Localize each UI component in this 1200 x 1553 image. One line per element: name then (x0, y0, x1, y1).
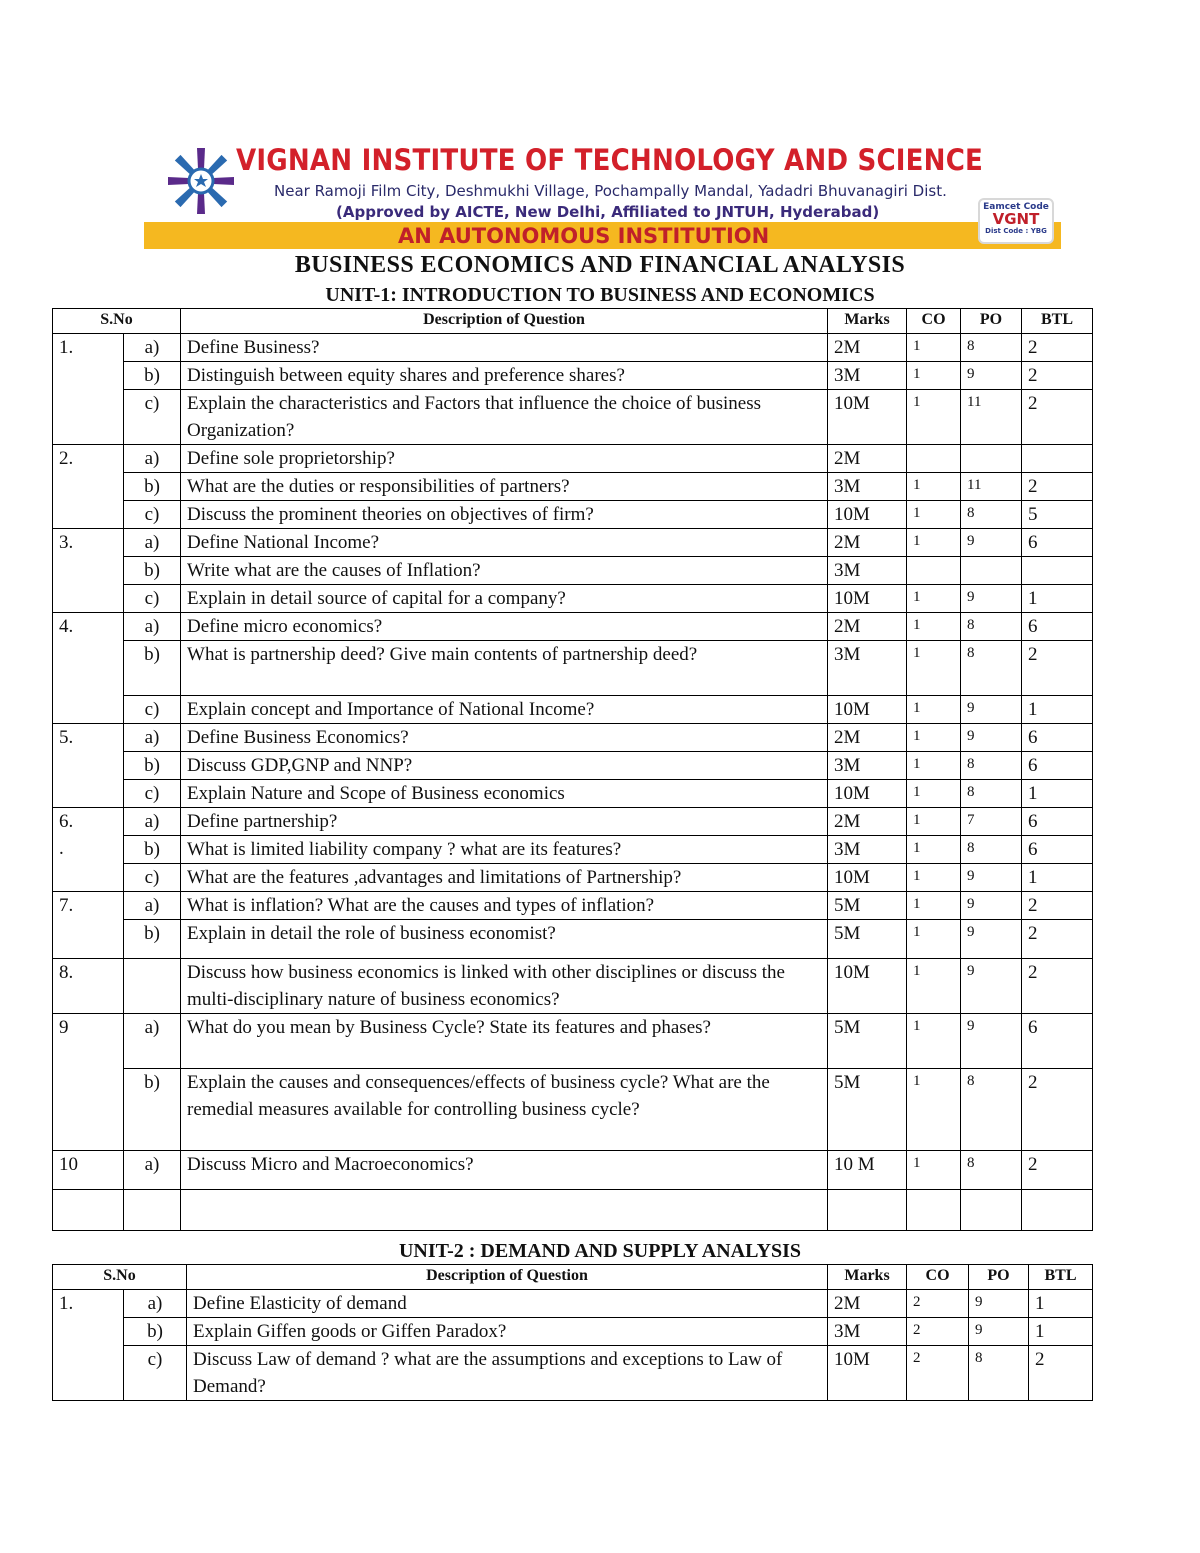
co-cell: 1 (907, 529, 961, 557)
question-text: Explain the causes and consequences/effects of business cycle? What are the remedial measures available for controlling business cycle? (181, 1069, 828, 1151)
unit2-title: UNIT-2 : DEMAND AND SUPPLY ANALYSIS (398, 1240, 802, 1262)
question-row (53, 585, 1093, 613)
sub-label: b) (124, 473, 181, 501)
institution-address: Near Ramoji Film City, Deshmukhi Village, Pochampally Mandal, Yadadri Bhuvanagiri Dist. (274, 182, 947, 200)
btl-cell: 2 (1022, 390, 1093, 445)
question-number-text: 9 (59, 1017, 69, 1038)
marks-cell: 3M (828, 836, 907, 864)
sub-label: a) (124, 724, 181, 752)
question-text: Discuss the prominent theories on objectives of firm? (181, 501, 828, 529)
sub-label: a) (124, 445, 181, 473)
btl-cell: 1 (1029, 1318, 1093, 1346)
question-row (53, 1346, 1093, 1401)
marks-cell: 10M (828, 390, 907, 445)
question-row (53, 613, 1093, 641)
marks-cell: 2M (828, 613, 907, 641)
question-row (53, 959, 1093, 1014)
btl-cell: 6 (1022, 808, 1093, 836)
question-number (53, 808, 124, 892)
btl-cell: 2 (1022, 959, 1093, 1014)
sub-label: c) (124, 585, 181, 613)
btl-cell: 6 (1022, 836, 1093, 864)
question-row (53, 836, 1093, 864)
header-co: CO (907, 1265, 969, 1290)
po-cell: 9 (961, 920, 1022, 959)
sub-label: a) (124, 892, 181, 920)
institution-approval: (Approved by AICTE, New Delhi, Affiliated to JNTUH, Hyderabad) (336, 203, 880, 221)
co-cell: 2 (907, 1346, 969, 1401)
co-cell: 1 (907, 362, 961, 390)
sub-label: c) (124, 1346, 187, 1401)
question-row (53, 641, 1093, 696)
question-number (53, 613, 124, 724)
sub-label: b) (124, 920, 181, 959)
marks-cell: 2M (828, 724, 907, 752)
question-number-text: 8. (59, 962, 74, 983)
sub-label: a) (124, 613, 181, 641)
question-text: Define sole proprietorship? (181, 445, 828, 473)
marks-cell: 2M (828, 334, 907, 362)
table-header-row (53, 309, 1093, 334)
question-text: Explain Giffen goods or Giffen Paradox? (187, 1318, 828, 1346)
po-cell: 9 (969, 1318, 1029, 1346)
co-cell: 1 (907, 920, 961, 959)
sub-label: a) (124, 1014, 181, 1069)
question-row (53, 808, 1093, 836)
header-btl: BTL (1022, 309, 1093, 334)
co-cell: 1 (907, 473, 961, 501)
question-number-text: 2. (59, 448, 74, 469)
question-text: What are the duties or responsibilities of partners? (181, 473, 828, 501)
question-text: Explain Nature and Scope of Business economics (181, 780, 828, 808)
question-text: What is limited liability company ? what are its features? (181, 836, 828, 864)
po-cell: 9 (961, 1014, 1022, 1069)
dist-code: Dist Code : YBG (985, 227, 1047, 235)
marks-cell: 3M (828, 557, 907, 585)
blank-cell (961, 1190, 1022, 1231)
marks-cell: 5M (828, 892, 907, 920)
co-cell: 1 (907, 696, 961, 724)
po-cell: 9 (961, 362, 1022, 390)
po-cell (961, 445, 1022, 473)
marks-cell: 5M (828, 920, 907, 959)
question-row (53, 696, 1093, 724)
question-row (53, 557, 1093, 585)
question-text: Define Business? (181, 334, 828, 362)
btl-cell: 6 (1022, 613, 1093, 641)
po-cell: 9 (969, 1290, 1029, 1318)
question-row (53, 362, 1093, 390)
marks-cell: 2M (828, 529, 907, 557)
blank-cell (53, 1190, 124, 1231)
document-title: BUSINESS ECONOMICS AND FINANCIAL ANALYSIS (294, 252, 906, 278)
question-text: Define partnership? (181, 808, 828, 836)
btl-cell: 1 (1022, 780, 1093, 808)
btl-cell: 2 (1022, 362, 1093, 390)
header-description: Description of Question (181, 309, 828, 334)
question-row (53, 920, 1093, 959)
question-row (53, 724, 1093, 752)
question-number-text: 10 (59, 1154, 78, 1175)
question-text: Explain the characteristics and Factors that influence the choice of business Organization? (181, 390, 828, 445)
eamcet-code: VGNT (992, 210, 1040, 228)
unit1-question-table (52, 308, 1093, 1231)
sub-label: c) (124, 864, 181, 892)
question-number (53, 1014, 124, 1151)
co-cell: 1 (907, 641, 961, 696)
btl-cell: 1 (1022, 585, 1093, 613)
sub-label: a) (124, 529, 181, 557)
sub-label: c) (124, 390, 181, 445)
po-cell: 8 (961, 641, 1022, 696)
co-cell: 2 (907, 1290, 969, 1318)
sub-label: b) (124, 557, 181, 585)
header-co: CO (907, 309, 961, 334)
btl-cell (1022, 557, 1093, 585)
btl-cell: 1 (1022, 696, 1093, 724)
marks-cell: 3M (828, 641, 907, 696)
question-row (53, 752, 1093, 780)
header-marks: Marks (828, 309, 907, 334)
btl-cell: 2 (1022, 920, 1093, 959)
letterhead (140, 140, 1065, 252)
po-cell: 8 (961, 334, 1022, 362)
question-number-text: 1. (59, 1293, 74, 1314)
co-cell: 1 (907, 724, 961, 752)
btl-cell (1022, 445, 1093, 473)
po-cell: 7 (961, 808, 1022, 836)
marks-cell: 3M (828, 362, 907, 390)
question-row (53, 1318, 1093, 1346)
po-cell: 8 (961, 1069, 1022, 1151)
question-text: Discuss Micro and Macroeconomics? (181, 1151, 828, 1190)
po-cell: 9 (961, 959, 1022, 1014)
question-text: What do you mean by Business Cycle? State its features and phases? (181, 1014, 828, 1069)
sub-label (124, 959, 181, 1014)
co-cell: 1 (907, 334, 961, 362)
sub-label: b) (124, 752, 181, 780)
question-row (53, 390, 1093, 445)
btl-cell: 2 (1022, 1069, 1093, 1151)
po-cell: 9 (961, 696, 1022, 724)
sub-label: b) (124, 362, 181, 390)
question-number (53, 959, 124, 1014)
eamcet-label: Eamcet Code (983, 202, 1049, 212)
co-cell: 1 (907, 752, 961, 780)
question-number (53, 892, 124, 959)
co-cell: 1 (907, 1014, 961, 1069)
marks-cell: 5M (828, 1014, 907, 1069)
co-cell: 1 (907, 501, 961, 529)
question-number-text: 6. (59, 811, 74, 832)
co-cell (907, 557, 961, 585)
marks-cell: 3M (828, 473, 907, 501)
question-row (53, 780, 1093, 808)
po-cell: 9 (961, 585, 1022, 613)
marks-cell: 2M (828, 808, 907, 836)
question-number (53, 1290, 124, 1401)
marks-cell: 2M (828, 1290, 907, 1318)
question-text: Explain in detail source of capital for a company? (181, 585, 828, 613)
question-number-text: 5. (59, 727, 74, 748)
question-text: Define Elasticity of demand (187, 1290, 828, 1318)
btl-cell: 2 (1029, 1346, 1093, 1401)
marks-cell: 10M (828, 585, 907, 613)
marks-cell: 10M (828, 780, 907, 808)
marks-cell: 10M (828, 501, 907, 529)
btl-cell: 2 (1022, 334, 1093, 362)
question-row (53, 529, 1093, 557)
question-row (53, 864, 1093, 892)
co-cell: 1 (907, 585, 961, 613)
btl-cell: 6 (1022, 529, 1093, 557)
po-cell: 9 (961, 892, 1022, 920)
unit2-question-table (52, 1264, 1093, 1401)
question-number (53, 445, 124, 529)
po-cell: 8 (961, 613, 1022, 641)
sub-label: a) (124, 334, 181, 362)
marks-cell: 10 M (828, 1151, 907, 1190)
question-number-text: 1. (59, 337, 74, 358)
blank-cell (828, 1190, 907, 1231)
sub-label: c) (124, 501, 181, 529)
table-header-row (53, 1265, 1093, 1290)
question-number-mark: . (59, 838, 64, 859)
question-row (53, 1014, 1093, 1069)
co-cell: 1 (907, 892, 961, 920)
po-cell: 11 (961, 390, 1022, 445)
co-cell: 1 (907, 808, 961, 836)
marks-cell: 3M (828, 752, 907, 780)
header-btl: BTL (1029, 1265, 1093, 1290)
question-text: Discuss Law of demand ? what are the assumptions and exceptions to Law of Demand? (187, 1346, 828, 1401)
co-cell: 1 (907, 864, 961, 892)
header-po: PO (961, 309, 1022, 334)
po-cell (961, 557, 1022, 585)
sub-label: c) (124, 780, 181, 808)
po-cell: 9 (961, 529, 1022, 557)
po-cell: 8 (961, 501, 1022, 529)
sub-label: b) (124, 641, 181, 696)
btl-cell: 1 (1029, 1290, 1093, 1318)
co-cell (907, 445, 961, 473)
header-sno: S.No (53, 309, 181, 334)
po-cell: 11 (961, 473, 1022, 501)
question-text: What is inflation? What are the causes and types of inflation? (181, 892, 828, 920)
question-number (53, 1151, 124, 1190)
question-number-text: 3. (59, 532, 74, 553)
question-text: Define National Income? (181, 529, 828, 557)
question-row (53, 445, 1093, 473)
blank-cell (1022, 1190, 1093, 1231)
header-description: Description of Question (187, 1265, 828, 1290)
blank-cell (181, 1190, 828, 1231)
co-cell: 2 (907, 1318, 969, 1346)
header-sno: S.No (53, 1265, 187, 1290)
blank-cell (124, 1190, 181, 1231)
institution-name: VIGNAN INSTITUTE OF TECHNOLOGY AND SCIENCE (236, 143, 984, 177)
marks-cell: 3M (828, 1318, 907, 1346)
po-cell: 8 (969, 1346, 1029, 1401)
po-cell: 9 (961, 724, 1022, 752)
question-row (53, 473, 1093, 501)
btl-cell: 6 (1022, 724, 1093, 752)
marks-cell: 10M (828, 864, 907, 892)
marks-cell: 2M (828, 445, 907, 473)
sub-label: b) (124, 1318, 187, 1346)
marks-cell: 10M (828, 1346, 907, 1401)
question-text: Write what are the causes of Inflation? (181, 557, 828, 585)
question-row (53, 1290, 1093, 1318)
header-marks: Marks (828, 1265, 907, 1290)
sub-label: a) (124, 808, 181, 836)
btl-cell: 6 (1022, 1014, 1093, 1069)
btl-cell: 2 (1022, 641, 1093, 696)
eamcet-badge (978, 198, 1054, 244)
marks-cell: 10M (828, 959, 907, 1014)
question-number (53, 334, 124, 445)
co-cell: 1 (907, 836, 961, 864)
question-text: Distinguish between equity shares and preference shares? (181, 362, 828, 390)
po-cell: 9 (961, 864, 1022, 892)
co-cell: 1 (907, 780, 961, 808)
question-text: What are the features ,advantages and limitations of Partnership? (181, 864, 828, 892)
question-row (53, 1151, 1093, 1190)
question-text: Discuss how business economics is linked with other disciplines or discuss the multi-disciplinary nature of business economics? (181, 959, 828, 1014)
co-cell: 1 (907, 1151, 961, 1190)
question-row (53, 334, 1093, 362)
po-cell: 8 (961, 836, 1022, 864)
question-text: Define Business Economics? (181, 724, 828, 752)
vignan-star-logo-icon (166, 146, 236, 216)
question-text: Define micro economics? (181, 613, 828, 641)
sub-label: a) (124, 1151, 181, 1190)
blank-cell (907, 1190, 961, 1231)
question-text: Explain in detail the role of business economist? (181, 920, 828, 959)
sub-label: c) (124, 696, 181, 724)
question-row (53, 892, 1093, 920)
question-number (53, 724, 124, 808)
question-text: Discuss GDP,GNP and NNP? (181, 752, 828, 780)
marks-cell: 10M (828, 696, 907, 724)
autonomous-label: AN AUTONOMOUS INSTITUTION (398, 224, 770, 248)
po-cell: 8 (961, 752, 1022, 780)
question-row (53, 501, 1093, 529)
po-cell: 8 (961, 780, 1022, 808)
po-cell: 8 (961, 1151, 1022, 1190)
sub-label: b) (124, 836, 181, 864)
blank-row (53, 1190, 1093, 1231)
btl-cell: 6 (1022, 752, 1093, 780)
question-text: What is partnership deed? Give main contents of partnership deed? (181, 641, 828, 696)
btl-cell: 5 (1022, 501, 1093, 529)
sub-label: b) (124, 1069, 181, 1151)
co-cell: 1 (907, 959, 961, 1014)
co-cell: 1 (907, 1069, 961, 1151)
marks-cell: 5M (828, 1069, 907, 1151)
question-number-text: 7. (59, 895, 74, 916)
btl-cell: 1 (1022, 864, 1093, 892)
btl-cell: 2 (1022, 1151, 1093, 1190)
btl-cell: 2 (1022, 473, 1093, 501)
sub-label: a) (124, 1290, 187, 1318)
question-number (53, 529, 124, 613)
co-cell: 1 (907, 390, 961, 445)
header-po: PO (969, 1265, 1029, 1290)
question-text: Explain concept and Importance of National Income? (181, 696, 828, 724)
unit1-title: UNIT-1: INTRODUCTION TO BUSINESS AND ECONOMICS (325, 284, 875, 306)
question-number-text: 4. (59, 616, 74, 637)
btl-cell: 2 (1022, 892, 1093, 920)
co-cell: 1 (907, 613, 961, 641)
question-row (53, 1069, 1093, 1151)
